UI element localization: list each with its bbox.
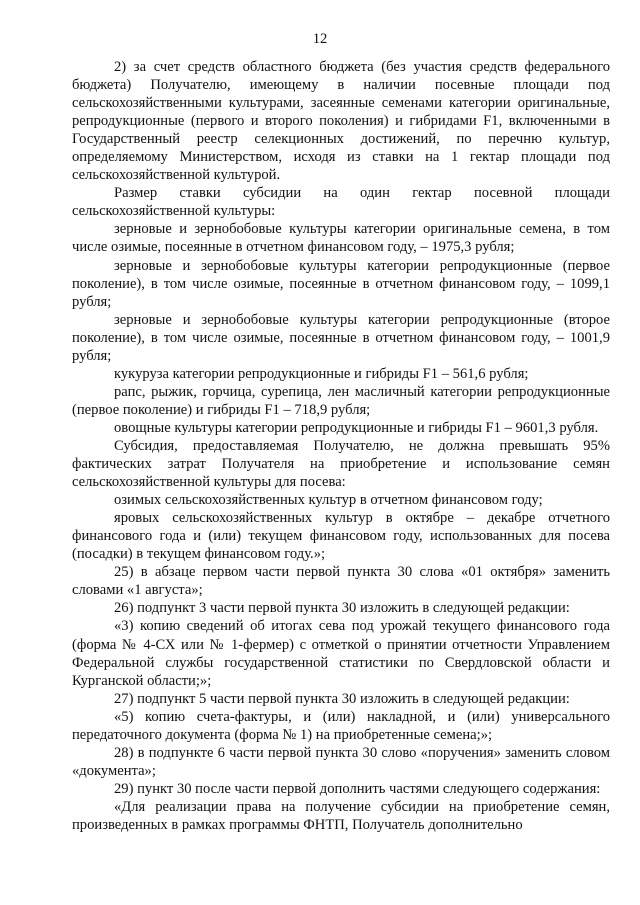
- paragraph: 26) подпункт 3 части первой пункта 30 изложить в следующей редакции:: [114, 600, 570, 617]
- paragraph: яровых сельскохозяйственных культур в октябре – декабре отчетного финансового года и (или) текущем финансовом году, использованных для посева (посадки) в текущем финансовом году.»;: [72, 510, 610, 563]
- paragraph: зерновые и зернобобовые культуры категории репродукционные (второе поколение), в том числе озимые, посеянные в отчетном финансовом году, – 1001,9 рубля;: [72, 311, 610, 364]
- paragraph: Размер ставки субсидии на один гектар посевной площади сельскохозяйственной культуры:: [72, 185, 610, 220]
- paragraph: 27) подпункт 5 части первой пункта 30 изложить в следующей редакции:: [114, 690, 570, 707]
- paragraph: 2) за счет средств областного бюджета (без участия средств федерального бюджета) Получателю, имеющему в наличии посевные площади под сельскохозяйственными культурами, засеянные семенами категории оригинальные, репродукционные (первого и второго поколения) и гибридами F1, включенными в Государственный реестр селекционных достижений, по перечню культур, определяемому Министерством, исходя из ставки на 1 гектар площади под сельскохозяйственной культурой.: [72, 59, 610, 184]
- paragraph: озимых сельскохозяйственных культур в отчетном финансовом году;: [114, 492, 543, 509]
- page-number: 12: [312, 31, 328, 47]
- paragraph: зерновые и зернобобовые культуры категории репродукционные (первое поколение), в том числе озимые, посеянные в отчетном финансовом году, – 1099,1 рубля;: [72, 257, 610, 310]
- paragraph: кукуруза категории репродукционные и гибриды F1 – 561,6 рубля;: [114, 365, 529, 382]
- document-body: [72, 58, 610, 834]
- paragraph: «3) копию сведений об итогах сева под урожай текущего финансового года (форма № 4-СХ или № 1-фермер) с отметкой о принятии отчетности Управлением Федеральной службы государственной статистики по Свердловской области и Курганской области;»;: [72, 618, 610, 689]
- paragraph: «Для реализации права на получение субсидии на приобретение семян, произведенных в рамках программы ФНТП, Получатель дополнительно: [72, 798, 610, 833]
- paragraph: 25) в абзаце первом части первой пункта 30 слова «01 октября» заменить словами «1 августа»;: [72, 564, 610, 599]
- paragraph: Субсидия, предоставляемая Получателю, не должна превышать 95% фактических затрат Получателя на приобретение и использование семян сельскохозяйственной культуры для посева:: [72, 437, 610, 491]
- paragraph: зерновые и зернобобовые культуры категории оригинальные семена, в том числе озимые, посеянные в отчетном финансовом году, – 1975,3 рубля;: [72, 221, 610, 256]
- paragraph: рапс, рыжик, горчица, сурепица, лен масличный категории репродукционные (первое поколение) и гибриды F1 – 718,9 рубля;: [72, 383, 610, 418]
- paragraph: овощные культуры категории репродукционные и гибриды F1 – 9601,3 рубля.: [114, 419, 599, 436]
- paragraph: «5) копию счета-фактуры, и (или) накладной, и (или) универсального передаточного документа (форма № 1) на приобретенные семена;»;: [72, 708, 610, 743]
- paragraph: 29) пункт 30 после части первой дополнить частями следующего содержания:: [114, 780, 601, 797]
- paragraph: 28) в подпункте 6 части первой пункта 30 слово «поручения» заменить словом «документа»;: [72, 744, 610, 779]
